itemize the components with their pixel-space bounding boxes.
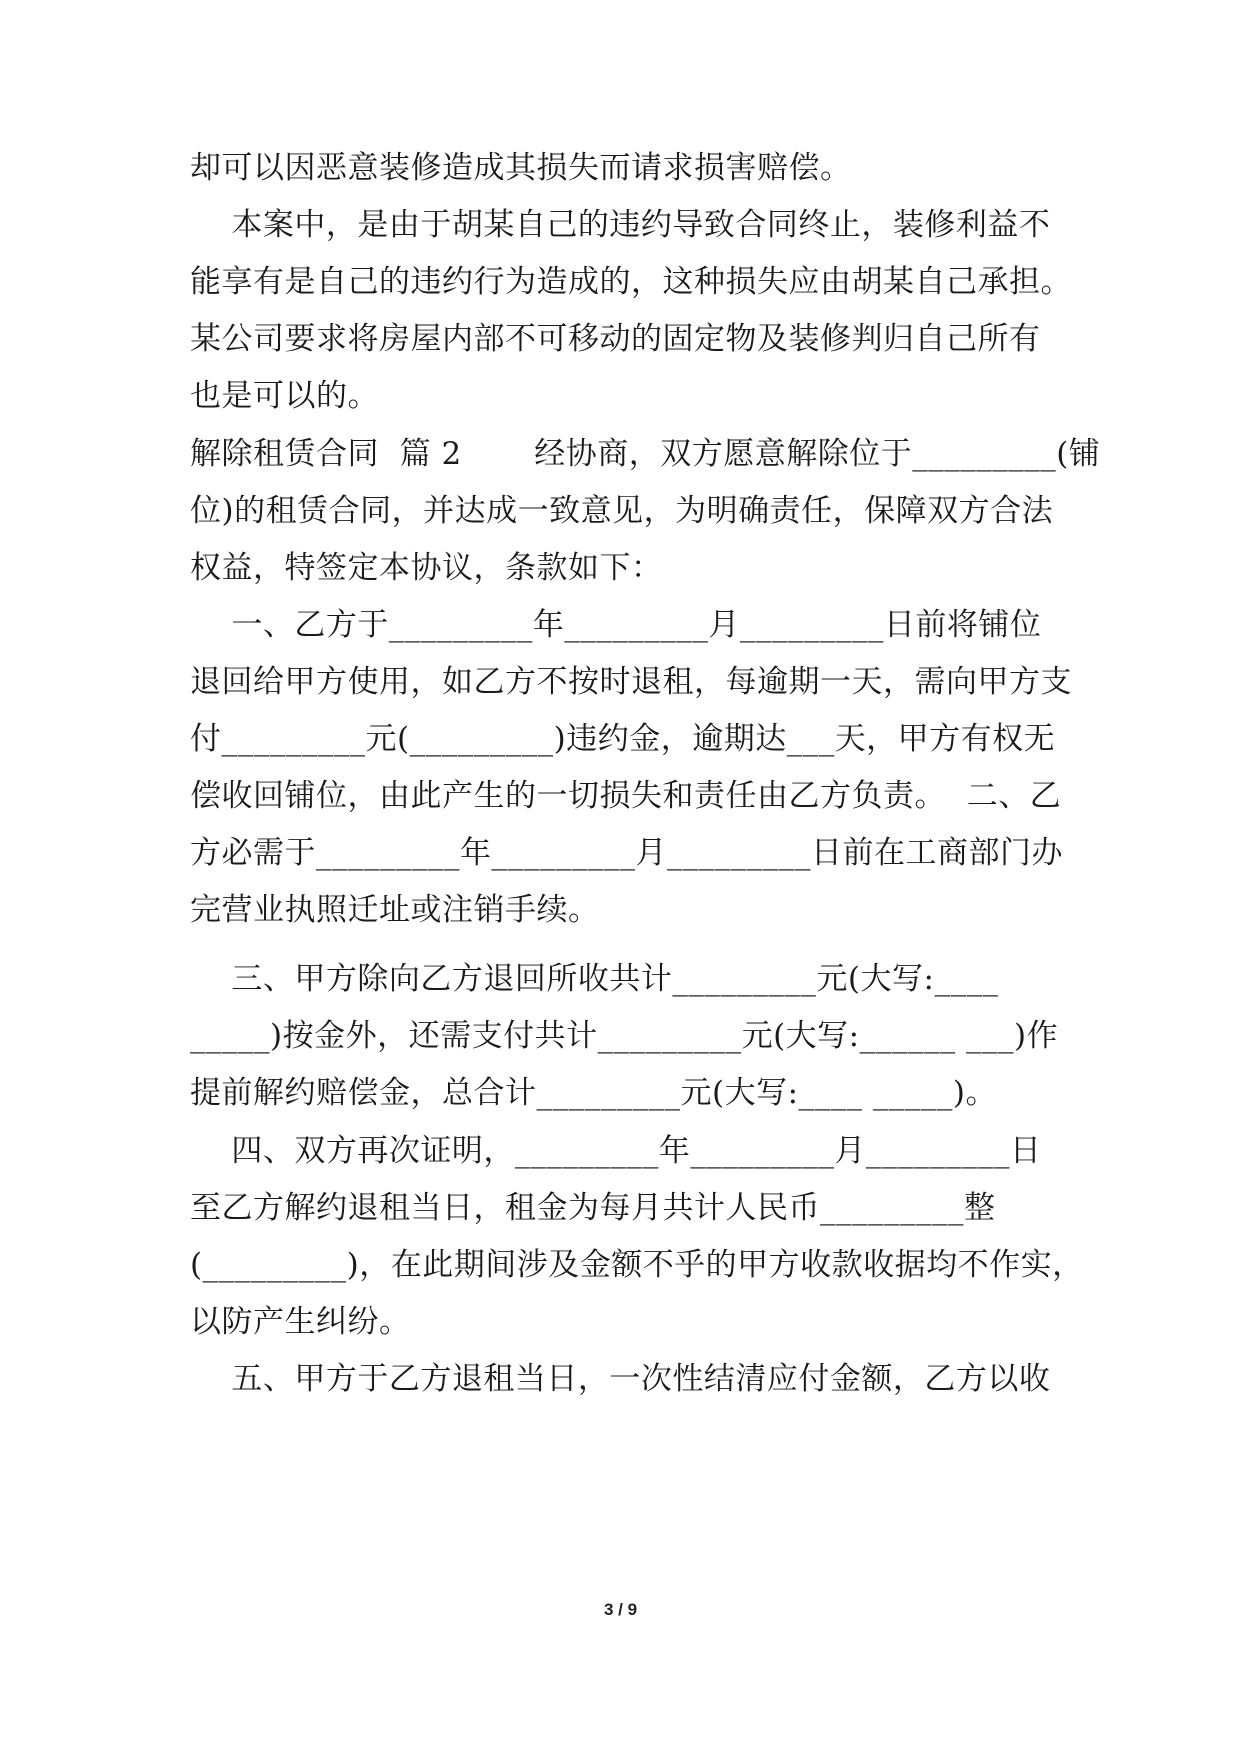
text-line: 却可以因恶意装修造成其损失而请求损害赔偿。 xyxy=(190,150,852,186)
text-line: 完营业执照迁址或注销手续。 xyxy=(190,892,600,928)
clause-line: 一、乙方于_________年_________月_________日前将铺位 xyxy=(190,607,1042,643)
text-line: 偿收回铺位，由此产生的一切损失和责任由乙方负责。 二、乙 xyxy=(190,778,1062,814)
text-line: 位)的租赁合同，并达成一致意见，为明确责任，保障双方合法 xyxy=(190,493,1054,529)
clause-line: 四、双方再次证明，_________年_________月_________日 xyxy=(190,1133,1042,1169)
text-line: 本案中，是由于胡某自己的违约导致合同终止，装修利益不 xyxy=(190,207,1051,243)
text-line: 权益，特签定本协议，条款如下： xyxy=(190,550,663,586)
text-line: _____)按金外，还需支付共计_________元(大写:______ ___)作 xyxy=(190,1018,1059,1054)
text-line: 也是可以的。 xyxy=(190,378,379,414)
clause-line: 方必需于_________年_________月_________日前在工商部门办 xyxy=(190,835,1063,871)
clause-line: 五、甲方于乙方退租当日，一次性结清应付金额，乙方以收 xyxy=(190,1361,1051,1397)
text-line: (_________)，在此期间涉及金额不乎的甲方收款收据均不作实， xyxy=(190,1247,1084,1283)
text-line: 提前解约赔偿金，总合计_________元(大写:____ _____)。 xyxy=(190,1075,997,1111)
text-line: 能享有是自己的违约行为造成的，这种损失应由胡某自己承担。 xyxy=(190,264,1072,300)
page-number: 3 / 9 xyxy=(603,1600,638,1619)
text-line: 某公司要求将房屋内部不可移动的固定物及装修判归自己所有 xyxy=(190,321,1041,357)
section-heading-line: 解除租赁合同 篇 2 经协商，双方愿意解除位于_________(铺 xyxy=(190,436,1101,472)
text-line: 退回给甲方使用，如乙方不按时退租，每逾期一天，需向甲方支 xyxy=(190,664,1072,700)
text-line: 付_________元(_________)违约金，逾期达___天，甲方有权无 xyxy=(190,721,1056,757)
text-line: 以防产生纠纷。 xyxy=(190,1304,411,1340)
clause-line: 三、甲方除向乙方退回所收共计_________元(大写:____ xyxy=(190,961,999,997)
text-line: 至乙方解约退租当日，租金为每月共计人民币_________整 xyxy=(190,1190,996,1226)
